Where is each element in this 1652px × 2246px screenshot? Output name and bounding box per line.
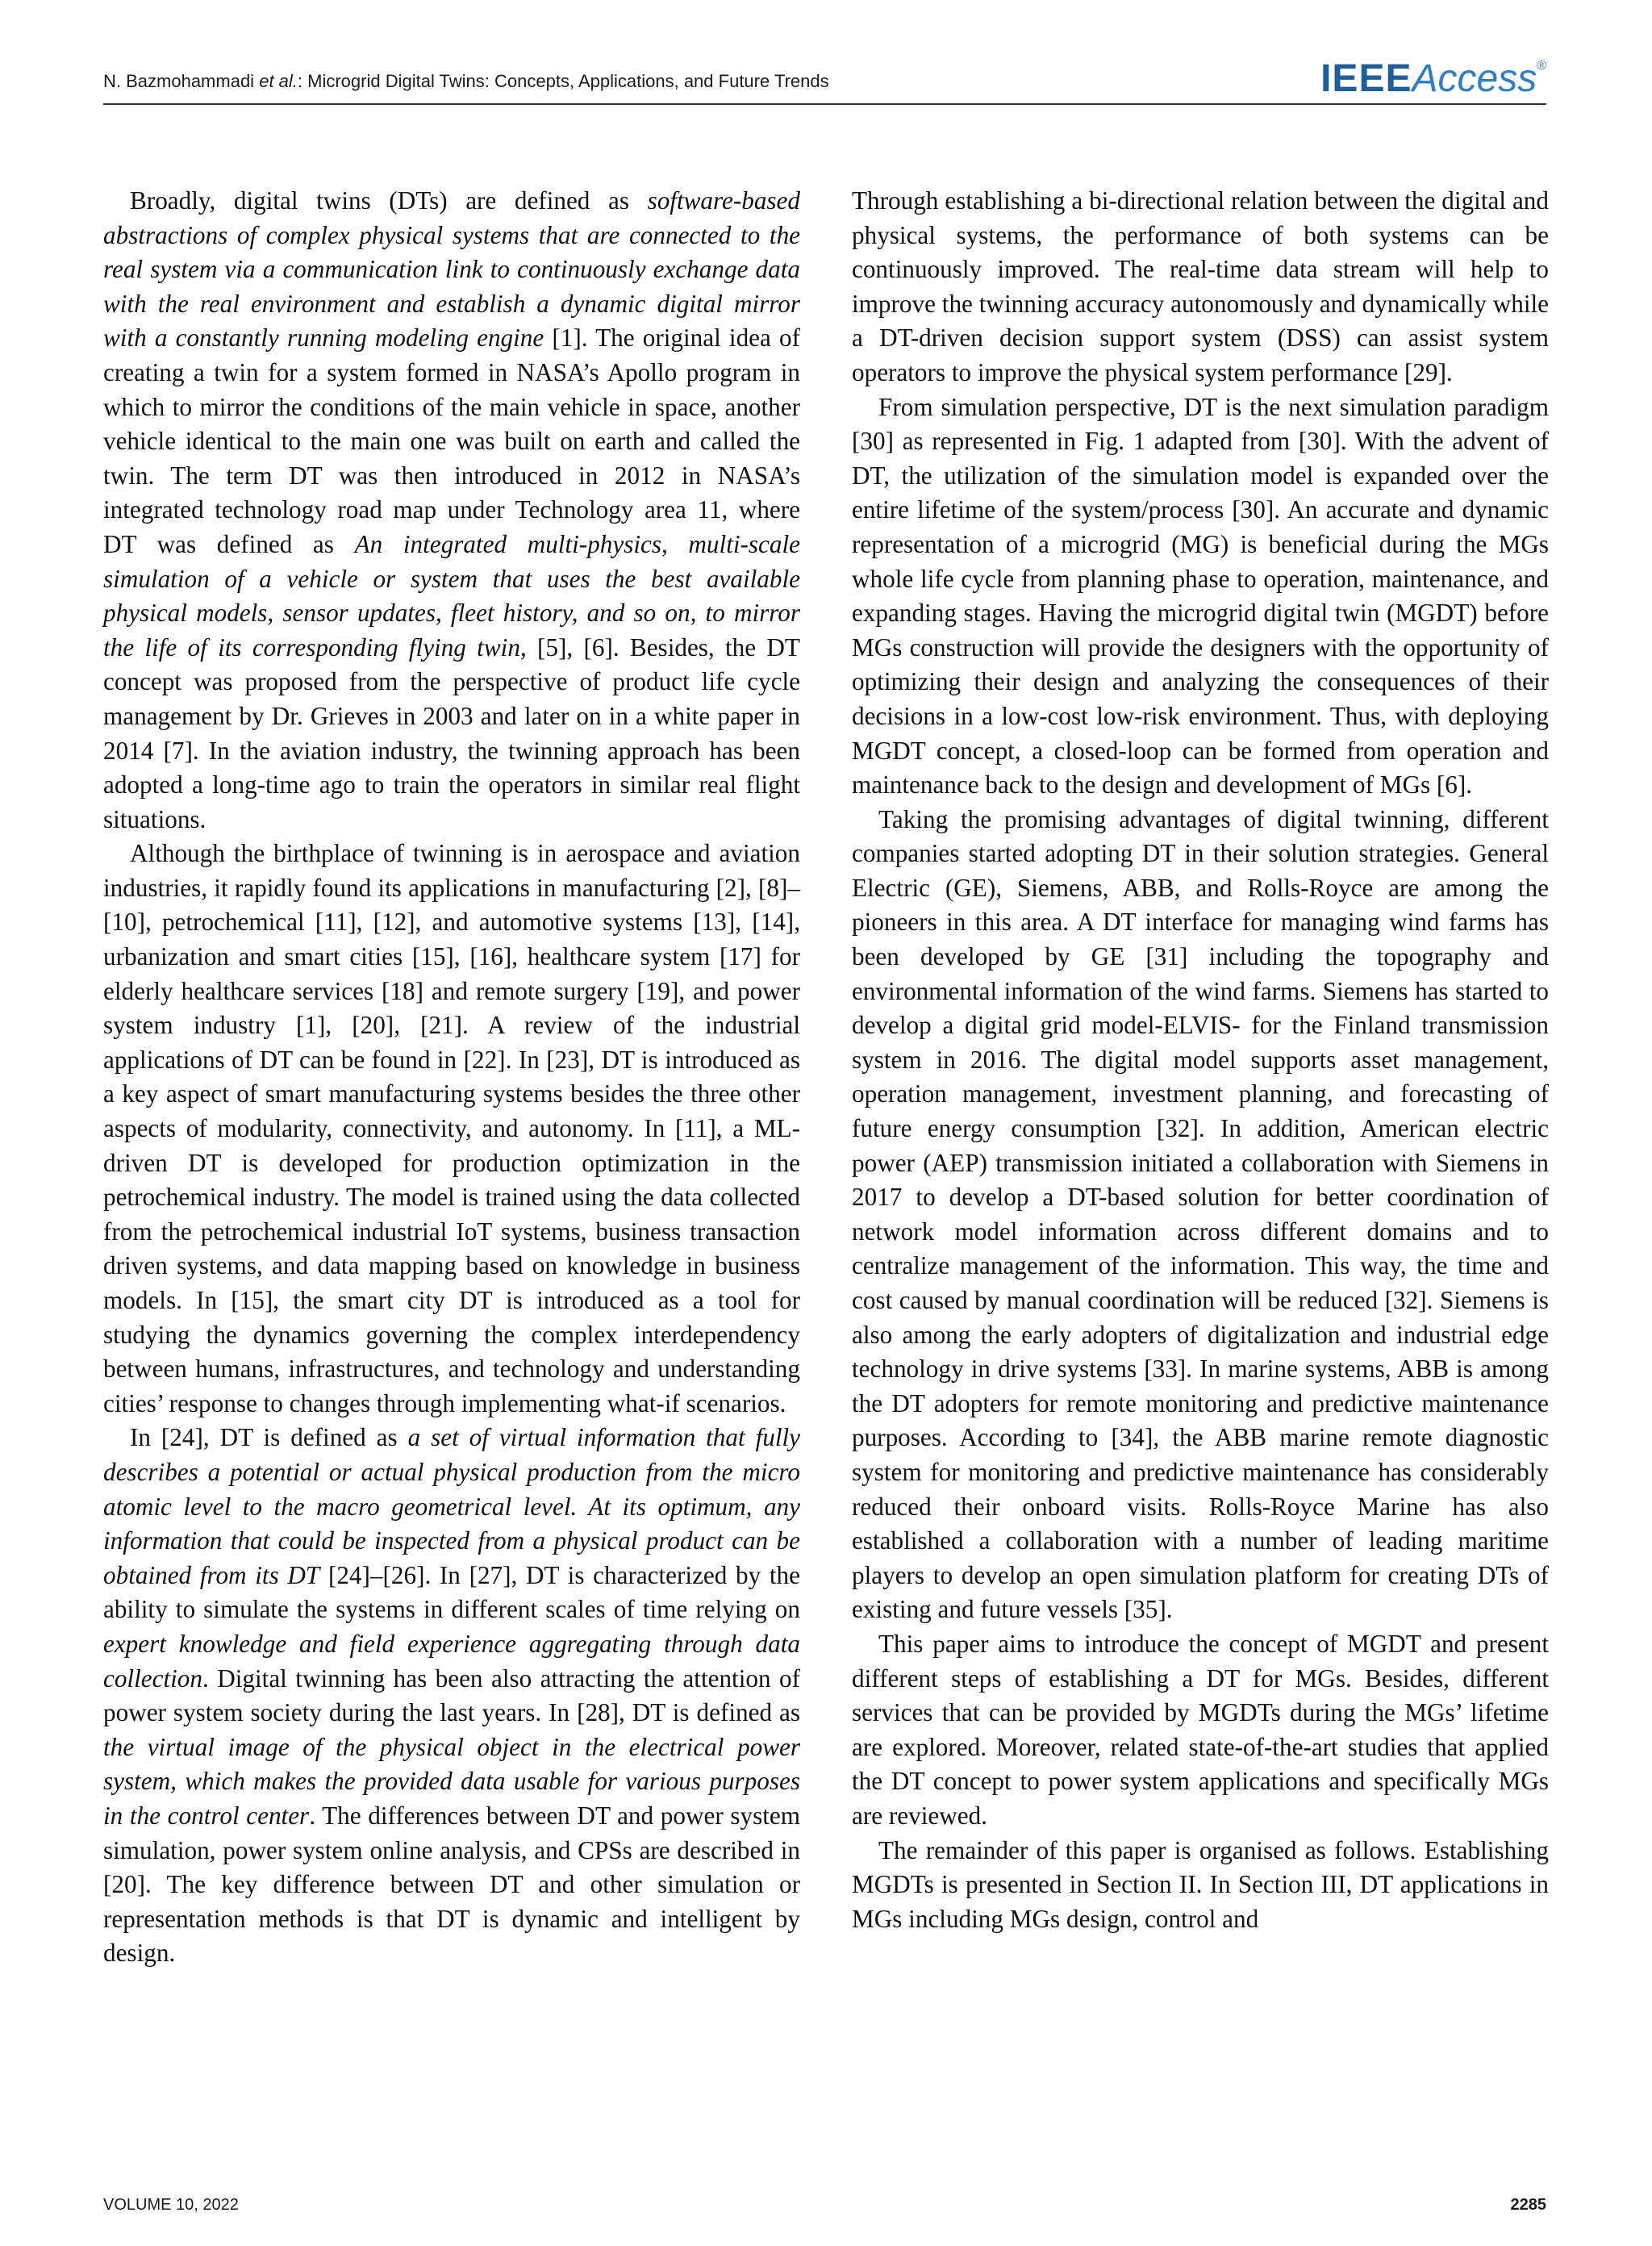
text-run: Broadly, digital twins (DTs) are defined as xyxy=(130,186,648,215)
italic-definition: software-based abstractions of complex physical systems that are connected to the real system via a communication link to continuously exchange data with the real environment and establish a dynamic digital mirror with a constantly running modeling engine xyxy=(103,186,800,353)
running-head-etal: et al. xyxy=(259,71,298,91)
running-head-separator: : xyxy=(297,71,308,91)
logo-registered-mark: ® xyxy=(1537,59,1546,73)
italic-definition: a set of virtual information that fully describes a potential or actual physical production from the micro atomic level to the macro geometrical level. At its optimum, any information that could be inspected from a physical product can be obtained from its DT xyxy=(103,1423,800,1589)
right-paragraph-5: The remainder of this paper is organised as follows. Establishing MGDTs is presented in Section II. In Section III, DT applications in MGs including MGs design, control and xyxy=(852,1835,1549,1933)
right-paragraph-3: Taking the promising advantages of digital twinning, different companies started adopting DT in their solution strategies. General Electric (GE), Siemens, ABB, and Rolls-Royce are among the pioneers in this area. A DT interface for managing wind farms has been developed by GE [31] including the topography and environmental information of the wind farms. Siemens has started to develop a digital grid model-ELVIS- for the Finland transmission system in 2016. The digital model supports asset management, operation management, investment planning, and forecasting of future energy consumption [32]. In addition, American electric power (AEP) transmission initiated a collaboration with Siemens in 2017 to develop a DT-based solution for better coordination of network model information across different domains and to centralize management of the information. This way, the time and cost caused by manual coordination will be reduced [32]. Siemens is also among the early adopters of digitalization and industrial edge technology in drive systems [33]. In marine systems, ABB is among the DT adopters for remote monitoring and predictive maintenance purposes. According to [34], the ABB marine remote diagnostic system for monitoring and predictive maintenance has considerably reduced their onboard visits. Rolls-Royce Marine has also established a collaboration with a number of leading maritime players to develop an open simulation platform for creating DTs of existing and future vessels [35]. xyxy=(852,804,1549,1624)
italic-definition: An integrated multi-physics, multi-scale simulation of a vehicle or system that uses the best available physical models, sensor updates, fleet history, and so on, to mirror the life of its corresponding flying twin, xyxy=(103,529,800,662)
running-head-authors: N. Bazmohammadi xyxy=(103,71,255,91)
left-paragraph-2: Although the birthplace of twinning is in aerospace and aviation industries, it rapidly found its applications in manufacturing [2], [8]–[10], petrochemical [11], [12], and automotive systems [13], [14], urbanization and smart cities [15], [16], healthcare system [17] for elderly healthcare services [18] and remote surgery [19], and power system industry [1], [20], [21]. A review of the industrial applications of DT can be found in [22]. In [23], DT is introduced as a key aspect of smart manufacturing systems besides the three other aspects of modularity, connectivity, and autonomy. In [11], a ML-driven DT is developed for production optimization in the petrochemical industry. The model is trained using the data collected from the petrochemical industrial IoT systems, business transaction driven systems, and data mapping based on knowledge in business models. In [15], the smart city DT is introduced as a tool for studying the dynamics governing the complex interdependency between humans, infrastructures, and technology and understanding cities’ response to changes through implementing what-if scenarios. xyxy=(103,839,800,1417)
left-column xyxy=(103,184,800,1971)
right-paragraph-2: From simulation perspective, DT is the next simulation paradigm [30] as represented in Fig. 1 adapted from [30]. With the advent of DT, the utilization of the simulation model is expanded over the entire lifetime of the system/process [30]. An accurate and dynamic representation of a microgrid (MG) is beneficial during the MGs whole life cycle from planning phase to operation, maintenance, and expanding stages. Having the microgrid digital twin (MGDT) before MGs construction will provide the designers with the opportunity of optimizing their design and analyzing the consequences of their decisions in a low-cost low-risk environment. Thus, with deploying MGDT concept, a closed-loop can be formed from operation and maintenance back to the design and development of MGs [6]. xyxy=(852,392,1549,799)
logo-access: Access xyxy=(1412,57,1537,100)
right-paragraph-1: Through establishing a bi-directional relation between the digital and physical systems, the performance of both systems can be continuously improved. The real-time data stream will help to improve the twinning accuracy autonomously and dynamically while a DT-driven decision support system (DSS) can assist system operators to improve the physical system performance [29]. xyxy=(852,186,1549,386)
text-run: In [24], DT is defined as xyxy=(130,1423,408,1452)
logo-ieee: IEEE xyxy=(1320,57,1412,100)
page-number: 2285 xyxy=(1510,2196,1546,2214)
right-column xyxy=(852,184,1549,1936)
right-paragraph-4: This paper aims to introduce the concept of MGDT and present different steps of establishing a DT for MGs. Besides, different services that can be provided by MGDTs during the MGs’ lifetime are explored. Moreover, related state-of-the-art studies that applied the DT concept to power system applications and specifically MGs are reviewed. xyxy=(852,1629,1549,1830)
text-run: . The differences between DT and power system simulation, power system online analysis, and CPSs are described in [20]. The key difference between DT and other simulation or representation methods is that DT is dynamic and intelligent by design. xyxy=(103,1801,801,1968)
left-paragraph-3 xyxy=(103,1421,800,1971)
page-header xyxy=(103,57,1546,111)
text-run: [24]–[26]. In [27], DT is characterized by the ability to simulate the systems in different scales of time relying on xyxy=(103,1560,800,1624)
header-rule xyxy=(103,103,1546,105)
running-head xyxy=(103,71,829,92)
ieee-access-logo xyxy=(1320,57,1546,100)
text-run: [1]. The original idea of creating a twin for a system formed in NASA’s Apollo program in which to mirror the conditions of the main vehicle in space, another vehicle identical to the main one was built on earth and called the twin. The term DT was then introduced in 2012 in NASA’s integrated technology road map under Technology area 11, where DT was defined as xyxy=(103,324,800,558)
italic-definition: the virtual image of the physical object in the electrical power system, which makes the provided data usable for various purposes in the control center xyxy=(103,1732,800,1830)
left-paragraph-1 xyxy=(103,184,800,837)
volume-label: VOLUME 10, 2022 xyxy=(103,2196,239,2214)
text-run: . Digital twinning has been also attracting the attention of power system society during the last years. In [28], DT is defined as xyxy=(103,1664,800,1727)
italic-definition: expert knowledge and field experience aggregating through data collection xyxy=(103,1629,800,1693)
text-run: [5], [6]. Besides, the DT concept was proposed from the perspective of product life cycle management by Dr. Grieves in 2003 and later on in a white paper in 2014 [7]. In the aviation industry, the twinning approach has been adopted a long-time ago to train the operators in similar real flight situations. xyxy=(103,632,800,833)
running-head-title: Microgrid Digital Twins: Concepts, Applications, and Future Trends xyxy=(307,71,829,91)
